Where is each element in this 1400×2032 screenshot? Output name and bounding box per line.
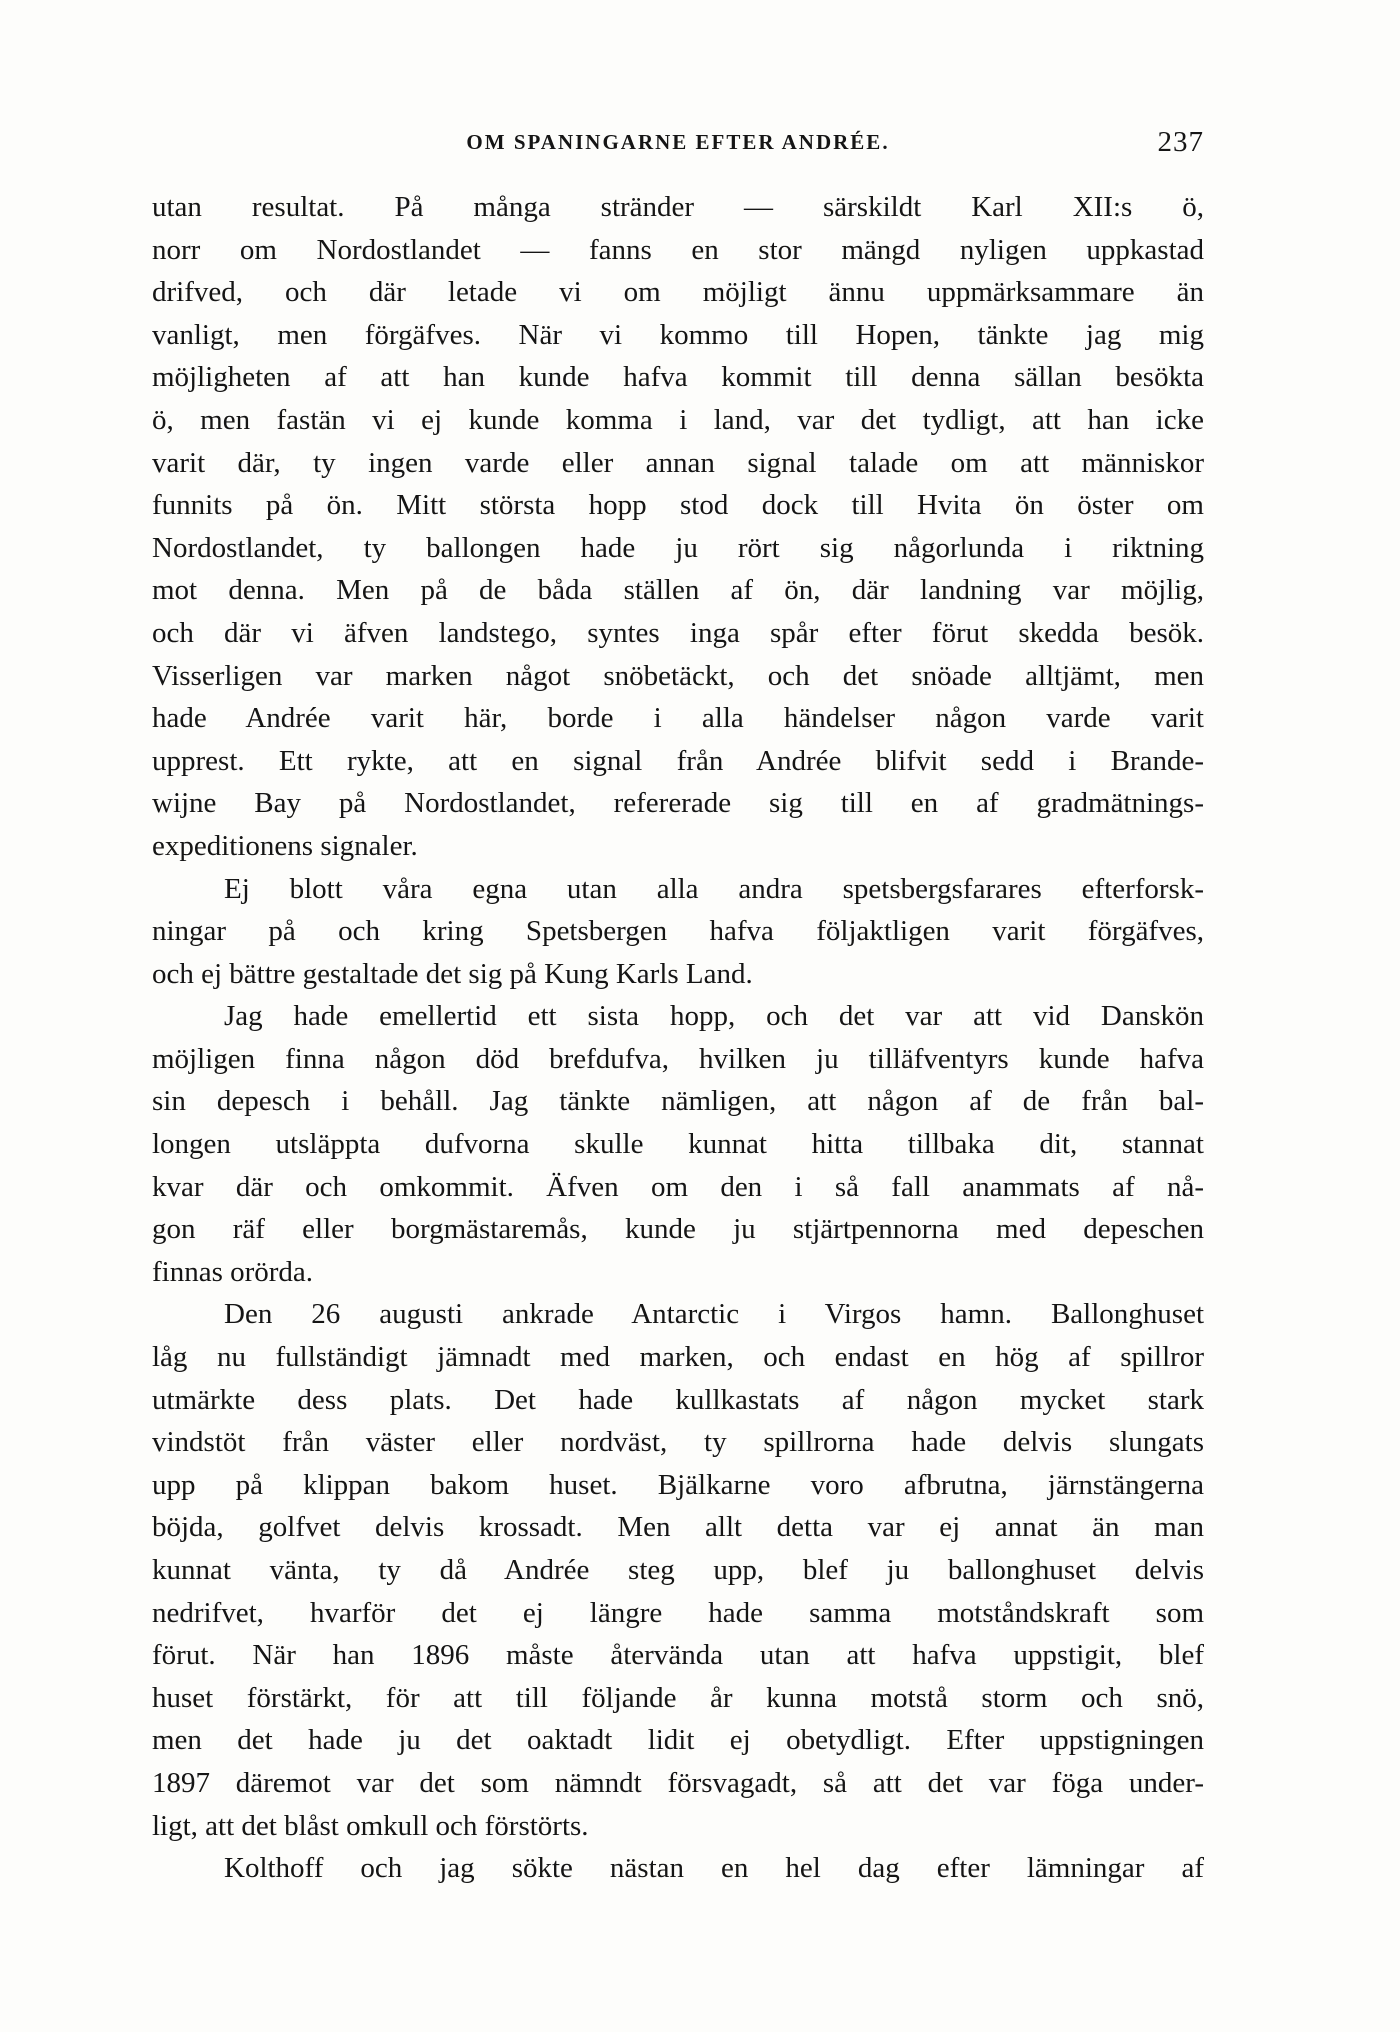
text-line: wijne Bay på Nordostlandet, refererade sig till en af gradmätnings-	[152, 787, 1204, 820]
text-line: funnits på ön. Mitt största hopp stod dock till Hvita ön öster om	[152, 489, 1204, 522]
text-line: ligt, att det blåst omkull och förstörts.	[152, 1809, 589, 1842]
text-line: mot denna. Men på de båda ställen af ön, där landning var möjlig,	[152, 574, 1204, 607]
text-line: hade Andrée varit här, borde i alla händelser någon varde varit	[152, 702, 1204, 735]
text-line: Jag hade emellertid ett sista hopp, och det var att vid Danskön	[224, 1000, 1204, 1033]
text-line: kunnat vänta, ty då Andrée steg upp, blef ju ballonghuset delvis	[152, 1554, 1204, 1586]
text-line: expeditionens signaler.	[152, 829, 418, 862]
text-line: vanligt, men förgäfves. När vi kommo till Hopen, tänkte jag mig	[152, 318, 1204, 351]
text-line: upp på klippan bakom huset. Bjälkarne voro afbrutna, järnstängerna	[152, 1468, 1204, 1501]
text-line: böjda, golfvet delvis krossadt. Men allt detta var ej annat än man	[152, 1511, 1204, 1544]
text-line: och ej bättre gestaltade det sig på Kung Karls Land.	[152, 957, 753, 990]
text-line: och där vi äfven landstego, syntes inga spår efter förut skedda besök.	[152, 616, 1204, 649]
text-line: Ej blott våra egna utan alla andra spetsbergsfarares efterforsk-	[224, 872, 1204, 905]
running-header	[152, 122, 1204, 162]
page-number: 237	[1157, 126, 1204, 158]
text-line: men det hade ju det oaktadt lidit ej obetydligt. Efter uppstigningen	[152, 1724, 1204, 1757]
text-line: drifved, och där letade vi om möjligt ännu uppmärksammare än	[152, 276, 1204, 309]
text-line: låg nu fullständigt jämnadt med marken, och endast en hög af spillror	[152, 1341, 1204, 1374]
text-line: finnas orörda.	[152, 1255, 314, 1288]
text-line: ningar på och kring Spetsbergen hafva följaktligen varit förgäfves,	[152, 915, 1204, 948]
text-line: utan resultat. På många stränder — särskildt Karl XII:s ö,	[152, 191, 1204, 223]
text-line: Visserligen var marken något snöbetäckt, och det snöade alltjämt, men	[152, 659, 1204, 692]
text-line: Kolthoff och jag sökte nästan en hel dag efter lämningar af	[224, 1852, 1204, 1885]
running-title: OM SPANINGARNE EFTER ANDRÉE.	[466, 130, 890, 154]
body-text	[152, 186, 1204, 1890]
text-line: upprest. Ett rykte, att en signal från Andrée blifvit sedd i Brande-	[152, 744, 1204, 777]
text-line: möjligen finna någon död brefdufva, hvilken ju tilläfventyrs kunde hafva	[152, 1042, 1204, 1075]
text-line: 1897 däremot var det som nämndt försvagadt, så att det var föga under-	[152, 1766, 1204, 1799]
text-line: longen utsläppta dufvorna skulle kunnat hitta tillbaka dit, stannat	[152, 1128, 1204, 1161]
text-line: utmärkte dess plats. Det hade kullkastats af någon mycket stark	[152, 1383, 1204, 1416]
text-line: norr om Nordostlandet — fanns en stor mängd nyligen uppkastad	[152, 233, 1204, 266]
text-line: vindstöt från väster eller nordväst, ty spillrorna hade delvis slungats	[152, 1426, 1204, 1459]
text-line: ö, men fastän vi ej kunde komma i land, var det tydligt, att han icke	[152, 403, 1204, 436]
text-line: Nordostlandet, ty ballongen hade ju rört sig någorlunda i riktning	[152, 531, 1204, 564]
text-line: nedrifvet, hvarför det ej längre hade samma motståndskraft som	[152, 1596, 1204, 1629]
text-line: huset förstärkt, för att till följande år kunna motstå storm och snö,	[152, 1681, 1204, 1714]
text-line: möjligheten af att han kunde hafva kommit till denna sällan besökta	[152, 361, 1204, 394]
text-line: förut. När han 1896 måste återvända utan att hafva uppstigit, blef	[152, 1639, 1204, 1672]
text-line: Den 26 augusti ankrade Antarctic i Virgos hamn. Ballonghuset	[224, 1298, 1204, 1331]
text-line: varit där, ty ingen varde eller annan signal talade om att människor	[152, 446, 1204, 479]
text-line: sin depesch i behåll. Jag tänkte nämligen, att någon af de från bal-	[152, 1085, 1204, 1118]
text-line: kvar där och omkommit. Äfven om den i så fall anammats af nå-	[152, 1170, 1204, 1203]
text-line: gon räf eller borgmästaremås, kunde ju stjärtpennorna med depeschen	[152, 1213, 1204, 1246]
